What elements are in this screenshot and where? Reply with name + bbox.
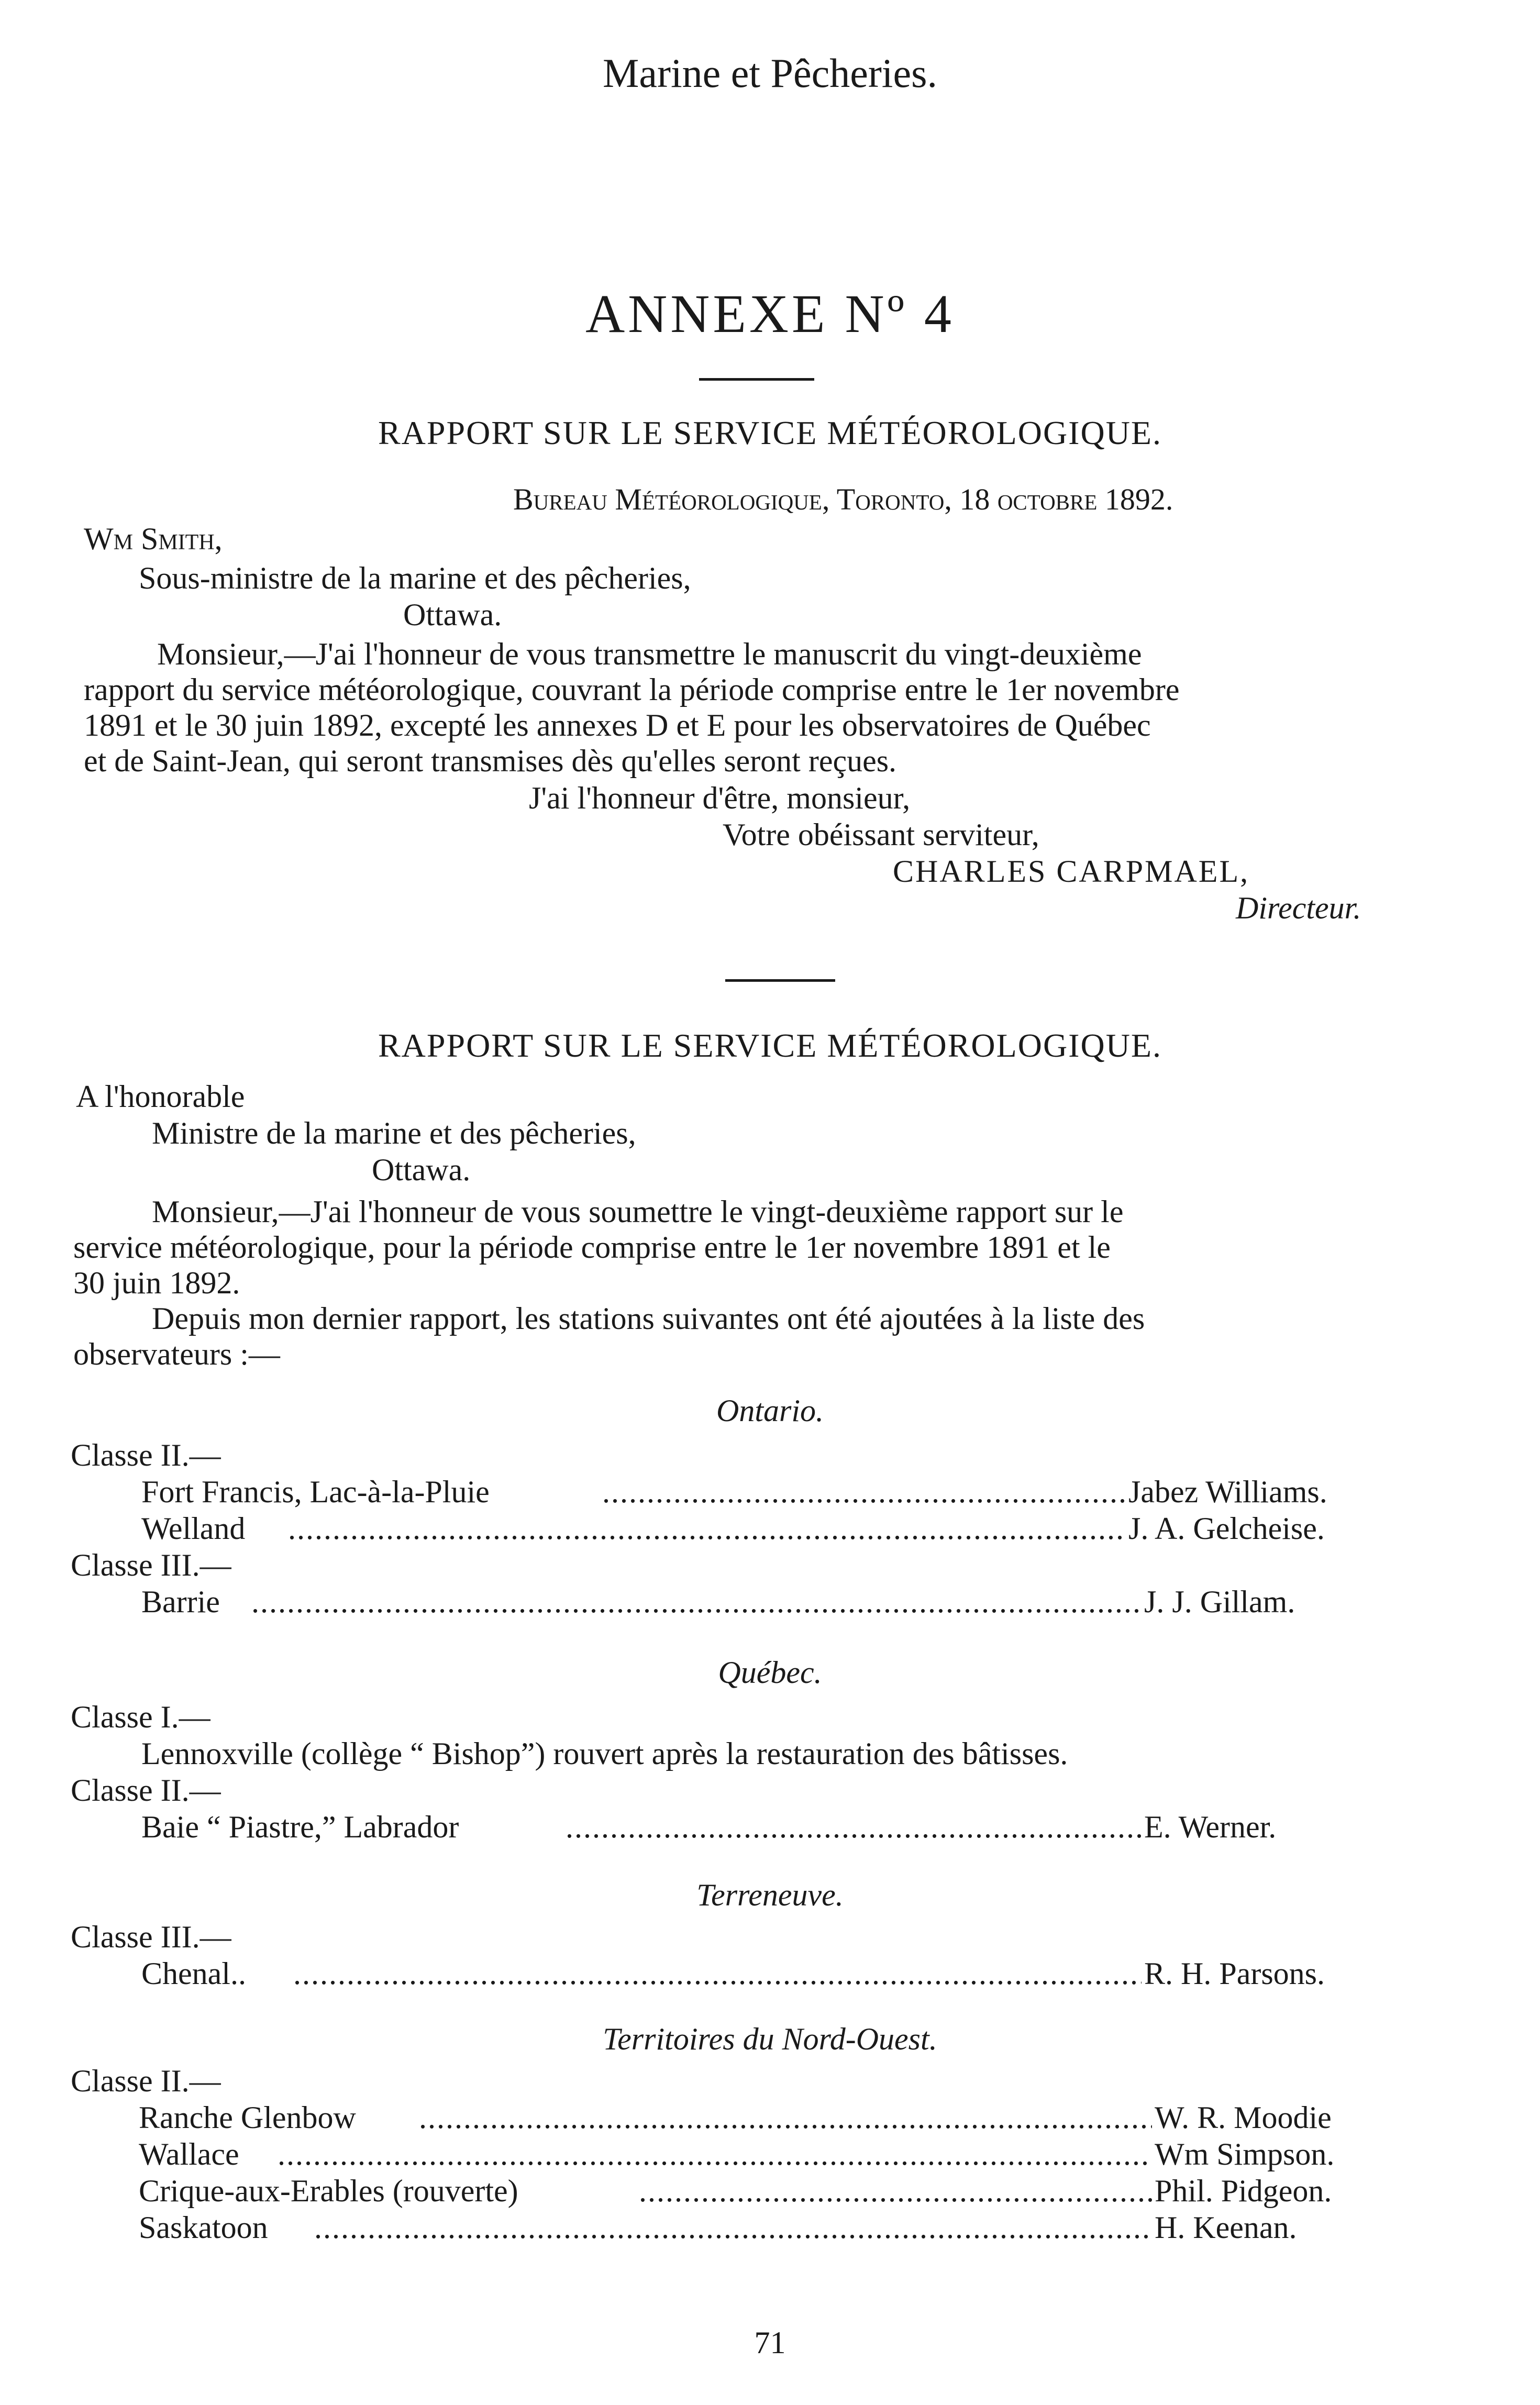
addressee-city: Ottawa. bbox=[403, 597, 502, 632]
leader-dots bbox=[419, 2100, 1152, 2136]
running-head: Marine et Pêcheries. bbox=[603, 50, 937, 96]
station-note: Lennoxville (collège “ Bishop”) rouvert après la restauration des bâtisses. bbox=[141, 1736, 1068, 1771]
letter-body-line: rapport du service météorologique, couvrant la période comprise entre le 1er novembre bbox=[84, 672, 1180, 707]
station-observer: H. Keenan. bbox=[1155, 2210, 1297, 2245]
classe-label: Classe II.— bbox=[71, 1438, 221, 1472]
addressee-honorable: A l'honorable bbox=[76, 1079, 245, 1114]
station-observer: Wm Simpson. bbox=[1155, 2137, 1335, 2171]
letter-body-line: Monsieur,—J'ai l'honneur de vous soumettre le vingt-deuxième rapport sur le bbox=[152, 1194, 1124, 1229]
addressee-name: Wm Smith, bbox=[84, 522, 223, 556]
letter-body-line: Depuis mon dernier rapport, les stations suivantes ont été ajoutées à la liste des bbox=[152, 1301, 1145, 1336]
leader-dots bbox=[314, 2210, 1152, 2246]
letter-body-line: service météorologique, pour la période comprise entre le 1er novembre 1891 et le bbox=[73, 1230, 1111, 1265]
station-place: Saskatoon bbox=[139, 2210, 268, 2245]
annex-title: ANNEXE Nº 4 bbox=[585, 284, 955, 344]
station-place: Ranche Glenbow bbox=[139, 2100, 356, 2135]
station-place: Crique-aux-Erables (rouverte) bbox=[139, 2174, 518, 2208]
station-place: Chenal.. bbox=[141, 1956, 246, 1991]
leader-dots bbox=[251, 1584, 1142, 1620]
station-place: Wallace bbox=[139, 2137, 239, 2171]
leader-dots bbox=[566, 1809, 1142, 1845]
section-heading-nord-ouest: Territoires du Nord-Ouest. bbox=[603, 2022, 937, 2056]
leader-dots bbox=[293, 1956, 1142, 1992]
station-place: Welland bbox=[141, 1511, 246, 1546]
closing-servant: Votre obéissant serviteur, bbox=[723, 817, 1039, 852]
divider bbox=[699, 378, 814, 381]
station-observer: E. Werner. bbox=[1144, 1810, 1277, 1844]
classe-label: Classe III.— bbox=[71, 1548, 231, 1582]
station-place: Baie “ Piastre,” Labrador bbox=[141, 1810, 459, 1844]
signature: CHARLES CARPMAEL, bbox=[893, 854, 1250, 889]
station-observer: W. R. Moodie bbox=[1155, 2100, 1332, 2135]
letter-body-line: et de Saint-Jean, qui seront transmises dès qu'elles seront reçues. bbox=[84, 744, 897, 778]
leader-dots bbox=[288, 1511, 1126, 1547]
letter-body-line: 30 juin 1892. bbox=[73, 1266, 240, 1300]
station-place: Fort Francis, Lac-à-la-Pluie bbox=[141, 1475, 490, 1509]
section-heading-ontario: Ontario. bbox=[716, 1393, 824, 1428]
classe-label: Classe II.— bbox=[71, 2064, 221, 2098]
page-number: 71 bbox=[754, 2325, 786, 2360]
station-observer: Jabez Williams. bbox=[1128, 1475, 1327, 1509]
addressee-city: Ottawa. bbox=[372, 1152, 471, 1187]
section-heading-quebec: Québec. bbox=[718, 1655, 822, 1690]
letter-body-line: 1891 et le 30 juin 1892, excepté les annexes D et E pour les observatoires de Québec bbox=[84, 708, 1151, 742]
addressee-title: Ministre de la marine et des pêcheries, bbox=[152, 1116, 636, 1150]
leader-dots bbox=[639, 2173, 1152, 2209]
section-heading-terreneuve: Terreneuve. bbox=[696, 1878, 844, 1912]
leader-dots bbox=[602, 1474, 1126, 1510]
station-observer: R. H. Parsons. bbox=[1144, 1956, 1325, 1991]
station-observer: J. A. Gelcheise. bbox=[1128, 1511, 1325, 1546]
station-observer: J. J. Gillam. bbox=[1144, 1584, 1295, 1619]
station-place: Barrie bbox=[141, 1584, 220, 1619]
addressee-title: Sous-ministre de la marine et des pêcheries, bbox=[139, 561, 691, 595]
letter-body-line: Monsieur,—J'ai l'honneur de vous transmettre le manuscrit du vingt-deuxième bbox=[157, 637, 1142, 671]
closing: J'ai l'honneur d'être, monsieur, bbox=[529, 781, 911, 815]
divider bbox=[725, 979, 835, 982]
report-heading: RAPPORT SUR LE SERVICE MÉTÉOROLOGIQUE. bbox=[378, 414, 1162, 451]
classe-label: Classe III.— bbox=[71, 1920, 231, 1954]
station-observer: Phil. Pidgeon. bbox=[1155, 2174, 1332, 2208]
signature-title: Directeur. bbox=[1236, 891, 1361, 925]
leader-dots bbox=[278, 2136, 1152, 2173]
letter-body-line: observateurs :— bbox=[73, 1337, 280, 1371]
dateline: Bureau Météorologique, Toronto, 18 octobre 1892. bbox=[513, 482, 1173, 516]
classe-label: Classe II.— bbox=[71, 1773, 221, 1808]
report-heading: RAPPORT SUR LE SERVICE MÉTÉOROLOGIQUE. bbox=[378, 1027, 1162, 1064]
classe-label: Classe I.— bbox=[71, 1700, 210, 1734]
